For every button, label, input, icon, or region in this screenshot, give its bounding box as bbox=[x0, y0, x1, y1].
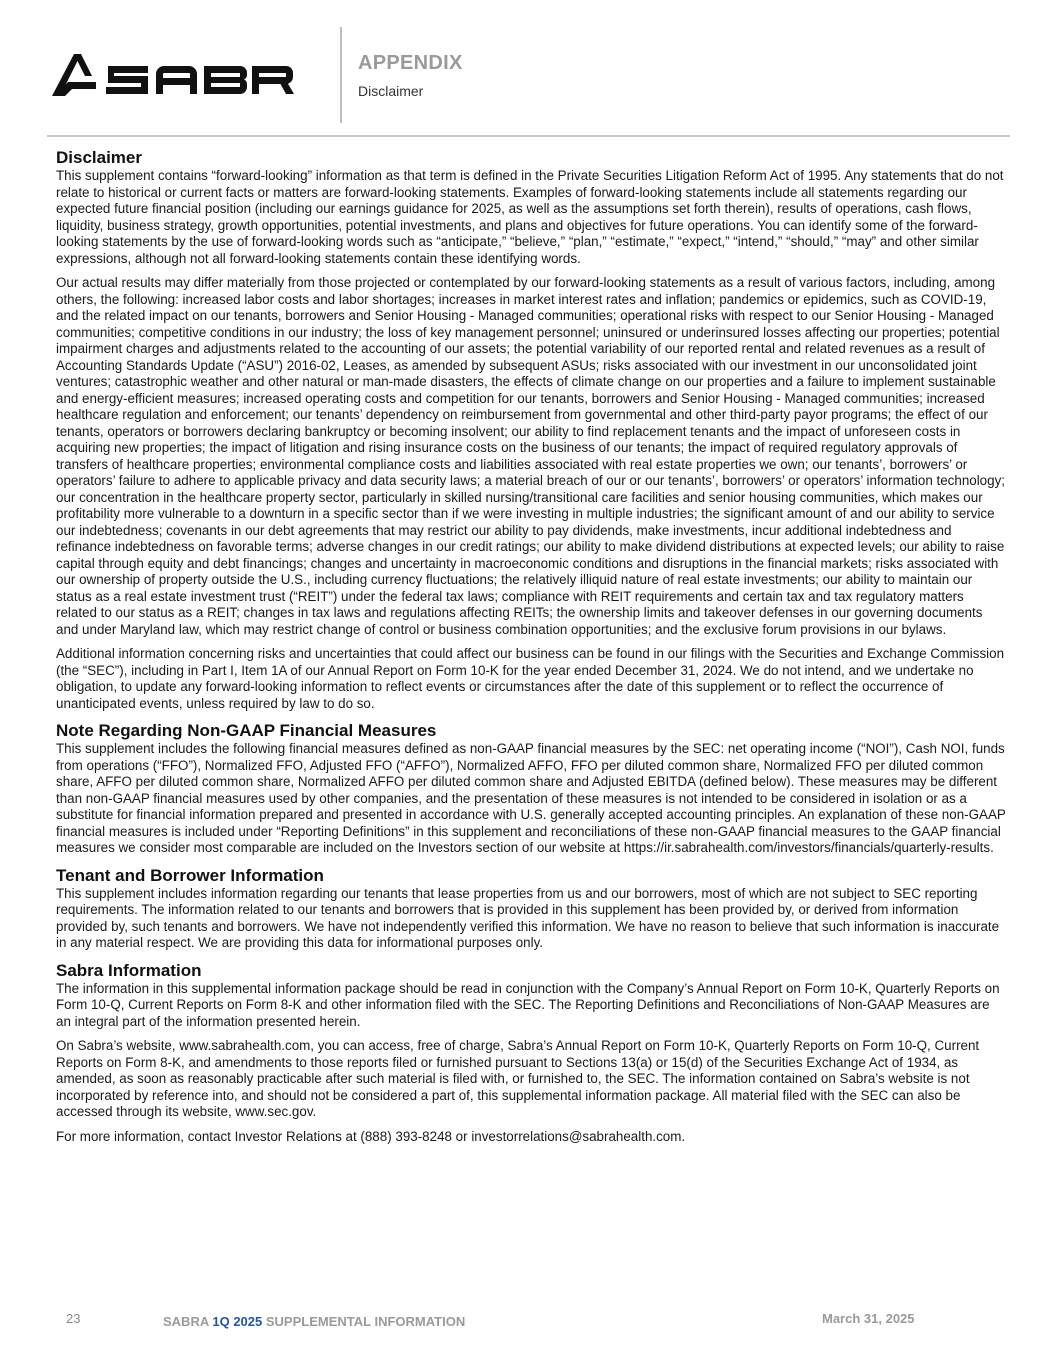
sabra-info-paragraph-1: The information in this supplemental information package should be read in conjunction with the Company’s Annual Report on Form 10-K, Quarterly Reports on Form 10-Q, Current Reports on Form 8-K and other information filed with the SEC. The Reporting Definitions and Reconciliations of Non-GAAP Measures are an integral part of the information presented herein. bbox=[56, 980, 1000, 1029]
sabra-info-title: Sabra Information bbox=[56, 960, 202, 980]
sabra-info-paragraph-3: For more information, contact Investor Relations at (888) 393-8248 or investorrelations@sabrahealth.com. bbox=[56, 1128, 686, 1144]
disclaimer-paragraph-3: Additional information concerning risks and uncertainties that could affect our business can be found in our filings with the Securities and Exchange Commission (the “SEC”), including in Part I, Item 1A of our Annual Report on Form 10-K for the year ended December 31, 2024. We do not intend, and we undertake no obligation, to update any forward-looking information to reflect events or circumstances after the date of this supplement or to reflect the occurrence of unanticipated events, unless required by law to do so. bbox=[56, 646, 1005, 711]
non-gaap-paragraph: This supplement includes the following financial measures defined as non-GAAP financial measures by the SEC: net operating income (“NOI”), Cash NOI, funds from operations (“FFO”), Normalized FFO, Adjusted FFO (“AFFO”), Normalized AFFO, FFO per diluted common share, Normalized FFO per diluted common share, AFFO per diluted common share, Normalized AFFO per diluted common share and Adjusted EBITDA (defined below). These measures may be different than non-GAAP financial measures used by other companies, and the presentation of these measures is not intended to be considered in isolation or as a substitute for financial information prepared and presented in accordance with U.S. generally accepted accounting principles. An explanation of these non-GAAP financial measures is included under “Reporting Definitions” in this supplement and reconciliations of these non-GAAP financial measures to the GAAP financial measures we consider most comparable are included on the Investors section of our website at https://ir.sabrahealth.com/investors/financials/quarterly-results. bbox=[56, 741, 1006, 855]
sabra-info-paragraph-2: On Sabra’s website, www.sabrahealth.com, you can access, free of charge, Sabra’s Annual Report on Form 10-K, Quarterly Reports on Form 10-Q, Current Reports on Form 8-K, and amendments to those reports filed or furnished pursuant to Sections 13(a) or 15(d) of the Securities Exchange Act of 1934, as amended, as soon as reasonably practicable after such material is filed with, or furnished to, the SEC. The information contained on Sabra’s website is not incorporated by reference into, and should not be considered a part of, this supplemental information package. All material filed with the SEC can also be accessed through its website, www.sec.gov. bbox=[56, 1038, 980, 1119]
footer-brand-name: SABRA bbox=[163, 1314, 209, 1329]
footer-date: March 31, 2025 bbox=[822, 1311, 915, 1326]
disclaimer-paragraph-2: Our actual results may differ materially from those projected or contemplated by our forward-looking statements as a result of various factors, including, among others, the following: increased labor costs and labor shortages; increases in market interest rates and inflation; pandemics or epidemics, such as COVID-19, and the related impact on our tenants, borrowers and Senior Housing - Managed communities; operational risks with respect to our Senior Housing - Managed communities; competitive conditions in our industry; the loss of key management personnel; uninsured or underinsured losses affecting our properties; potential impairment charges and adjustments related to the accounting of our assets; the potential variability of our reported rental and related revenues as a result of Accounting Standards Update (“ASU”) 2016-02, Leases, as amended by subsequent ASUs; risks associated with our investment in our unconsolidated joint ventures; catastrophic weather and other natural or man-made disasters, the effects of climate change on our properties and a failure to implement sustainable and energy-efficient measures; increased operating costs and competition for our tenants, borrowers and Senior Housing - Managed communities; increased healthcare regulation and enforcement; our tenants’ dependency on reimbursement from governmental and other third-party payor programs; the effect of our tenants, operators or borrowers declaring bankruptcy or becoming insolvent; our ability to find replacement tenants and the impact of unforeseen costs in acquiring new properties; the impact of litigation and rising insurance costs on the business of our tenants; the impact of required regulatory approvals of transfers of healthcare properties; environmental compliance costs and liabilities associated with real estate properties we own; our tenants’, borrowers’ or operators’ failure to adhere to applicable privacy and data security laws; a material breach of our or our tenants’, borrowers’ or operators’ information technology; our concentration in the healthcare property sector, particularly in skilled nursing/transitional care facilities and senior housing communities, which makes our profitability more vulnerable to a downturn in a specific sector than if we were investing in multiple industries; the significant amount of and our ability to service our indebtedness; covenants in our debt agreements that may restrict our ability to pay dividends, make investments, incur additional indebtedness and refinance indebtedness on favorable terms; adverse changes in our credit ratings; our ability to make dividend distributions at expected levels; our ability to raise capital through equity and debt financings; changes and uncertainty in macroeconomic conditions and disruptions in the financial markets; risks associated with our ownership of property outside the U.S., including currency fluctuations; the relatively illiquid nature of real estate investments; our ability to maintain our status as a real estate investment trust (“REIT”) under the federal tax laws; compliance with REIT requirements and certain tax and tax regulatory matters related to our status as a REIT; changes in tax laws and regulations affecting REITs; the ownership limits and takeover defenses in our governing documents and under Maryland law, which may restrict change of control or business combination opportunities; and the exclusive forum provisions in our bylaws. bbox=[56, 275, 1005, 637]
section-subheading: Disclaimer bbox=[358, 83, 424, 99]
page-header bbox=[0, 0, 1055, 138]
header-rule bbox=[47, 135, 1010, 137]
disclaimer-paragraph-1: This supplement contains “forward-looking” information as that term is defined in the Private Securities Litigation Reform Act of 1995. Any statements that do not relate to historical or current facts or matters are forward-looking statements. Examples of forward-looking statements include all statements regarding our expected future financial position (including our earnings guidance for 2025, as well as the assumptions set forth therein), results of operations, cash flows, liquidity, business strategy, growth opportunities, potential investments, and plans and objectives for future operations. You can identify some of the forward-looking statements by the use of forward-looking words such as “anticipate,” “believe,” “plan,” “estimate,” “expect,” “intend,” “should,” “may” and other similar expressions, although not all forward-looking statements contain these identifying words. bbox=[56, 168, 1004, 266]
footer-brand bbox=[163, 1314, 465, 1329]
sabra-info-section bbox=[56, 960, 1006, 1146]
footer-period: 1Q 2025 bbox=[212, 1314, 263, 1329]
non-gaap-title: Note Regarding Non-GAAP Financial Measures bbox=[56, 721, 437, 740]
section-heading: APPENDIX bbox=[358, 52, 463, 74]
disclaimer-section bbox=[56, 147, 1006, 712]
tenant-paragraph: This supplement includes information regarding our tenants that lease properties from us and our borrowers, most of which are not subject to SEC reporting requirements. The information related to our tenants and borrowers that is provided in this supplement has been provided by, or derived from information provided by, such tenants and borrowers. We have not independently verified this information. We have no reason to believe that such information is inaccurate in any material respect. We are providing this data for informational purposes only. bbox=[56, 885, 1000, 950]
page-footer bbox=[0, 1305, 1055, 1345]
tenant-section bbox=[56, 865, 1006, 952]
non-gaap-section bbox=[56, 720, 1006, 857]
sabra-logo bbox=[52, 52, 297, 98]
tenant-title: Tenant and Borrower Information bbox=[56, 865, 324, 885]
footer-label: SUPPLEMENTAL INFORMATION bbox=[265, 1314, 466, 1329]
document-body bbox=[56, 147, 1006, 1153]
header-divider bbox=[340, 27, 342, 123]
disclaimer-title: Disclaimer bbox=[56, 148, 142, 167]
page-number: 23 bbox=[66, 1311, 81, 1326]
